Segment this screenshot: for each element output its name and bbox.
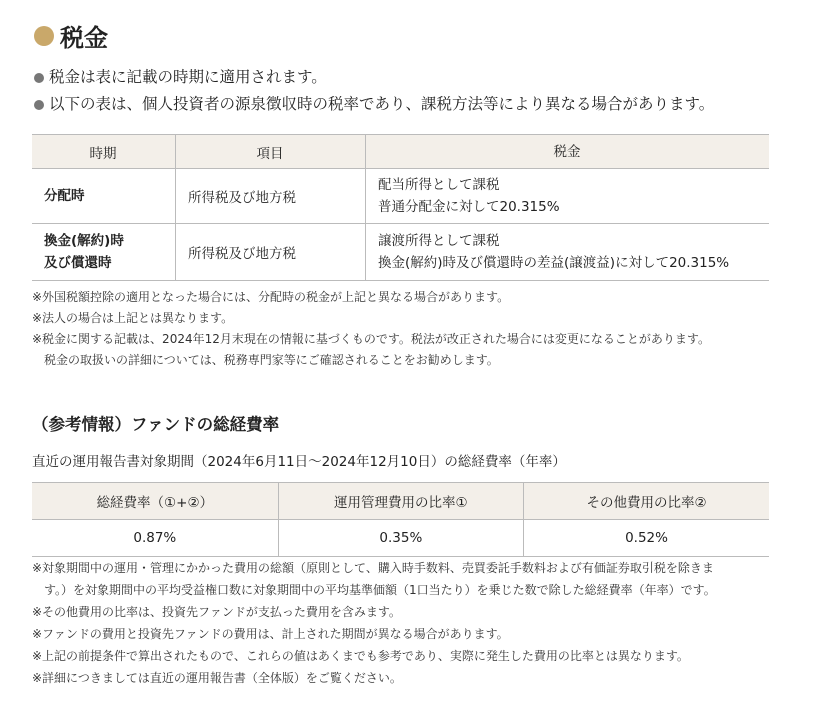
column-header-tax: 税金 [366,135,770,169]
note-line: ※対象期間中の運用・管理にかかった費用の総額（原則として、購入時手数料、売買委託手数料および有価証券取引税を除きま [32,561,714,575]
table-row [32,520,769,557]
note-line: ※ファンドの費用と投資先ファンドの費用は、計上された期間が異なる場合があります。 [32,627,509,641]
ratio-header-row [32,483,769,520]
management-ratio-value: 0.35% [278,520,523,557]
note-line: ※上記の前提条件で算出されたもので、これらの値はあくまでも参考であり、実際に発生した費用の比率とは異なります。 [32,649,689,663]
note-line: ※法人の場合は上記とは異なります。 [32,311,234,325]
expense-ratio-table [32,482,769,557]
item-cell: 所得税及び地方税 [176,224,366,281]
period-line: 換金(解約)時 [44,233,124,249]
reference-period-text: 直近の運用報告書対象期間（2024年6月11日～2024年12月10日）の総経費率（年率） [32,454,566,470]
bullet-text: 以下の表は、個人投資者の源泉徴収時の税率であり、課税方法等により異なる場合があります。 [49,95,715,113]
tax-line: 配当所得として課税 [378,177,500,193]
note-line: ※税金に関する記載は、2024年12月末現在の情報に基づくものです。税法が改正された場合には変更になることがあります。 [32,332,710,346]
column-header-item: 項目 [176,135,366,169]
reference-title: （参考情報）ファンドの総経費率 [32,415,280,434]
note-line: ※その他費用の比率は、投資先ファンドが支払った費用を含みます。 [32,605,401,619]
period-line: 分配時 [44,188,85,204]
table-row [32,224,769,281]
section-title: 税金 [60,24,108,52]
ratio-notes [32,557,716,689]
bullet-text: 税金は表に記載の時期に適用されます。 [49,68,327,86]
period-line: 及び償還時 [44,255,112,271]
tax-table-header-row [32,135,769,169]
bullet-dot-icon [34,73,44,83]
note-line: ※詳細につきましては直近の運用報告書（全体版）をご覧ください。 [32,671,402,685]
column-header-management-ratio: 運用管理費用の比率① [278,483,523,520]
note-line: ※外国税額控除の適用となった場合には、分配時の税金が上記と異なる場合があります。 [32,290,510,304]
bullet-dot-icon [34,100,44,110]
bullet-item [34,64,714,91]
note-line: 税金の取扱いの詳細については、税務専門家等にご確認されることをお勧めします。 [44,353,499,367]
tax-line: 譲渡所得として課税 [378,233,500,249]
bullet-item [34,91,714,118]
tax-table [32,134,769,281]
other-ratio-value: 0.52% [524,520,769,557]
total-ratio-value: 0.87% [32,520,278,557]
period-cell [32,169,176,224]
table-row [32,169,769,224]
period-cell [32,224,176,281]
tax-line: 普通分配金に対して20.315% [378,199,560,215]
tax-line: 換金(解約)時及び償還時の差益(譲渡益)に対して20.315% [378,255,730,271]
column-header-period: 時期 [32,135,176,169]
column-header-other-ratio: その他費用の比率② [524,483,769,520]
note-line: す。）を対象期間中の平均受益権口数に対象期間中の平均基準価額（1口当たり）を乗じた数で除した総経費率（年率）です。 [44,583,716,597]
heading-dot-icon [34,26,54,46]
section-heading [34,18,108,53]
tax-cell [366,169,770,224]
tax-cell [366,224,770,281]
item-cell: 所得税及び地方税 [176,169,366,224]
bullet-list [34,64,714,118]
tax-notes [32,287,710,371]
column-header-total-ratio: 総経費率（①+②） [32,483,278,520]
